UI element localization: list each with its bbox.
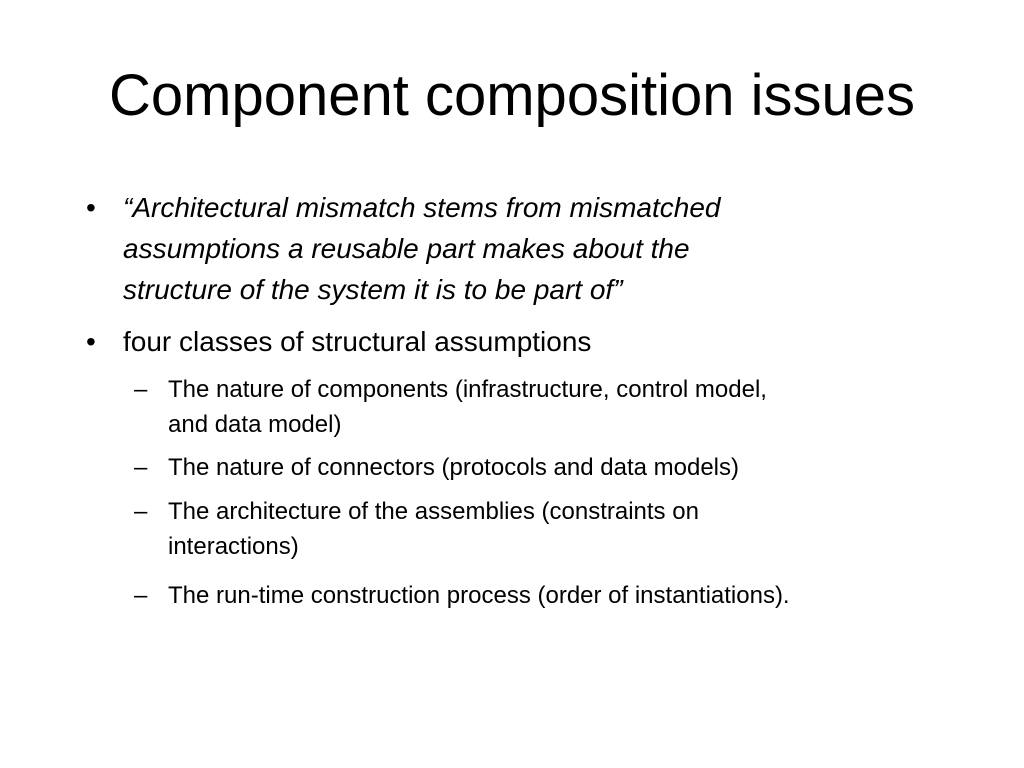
bullet-quote-line-1: “Architectural mismatch stems from mismatched: [123, 192, 721, 223]
bullet-quote-text: [123, 187, 720, 310]
sub-bullet-components-line-1: The nature of components (infrastructure, control model,: [168, 376, 767, 403]
dash-marker: –: [134, 376, 148, 403]
bullet-marker: •: [86, 326, 96, 357]
dash-marker: –: [134, 498, 148, 525]
bullet-marker: •: [86, 192, 96, 223]
sub-bullet-assemblies-line-1: The architecture of the assemblies (constraints on: [168, 498, 699, 525]
dash-marker: –: [134, 582, 148, 609]
bullet-quote-line-2: assumptions a reusable part makes about the: [123, 233, 690, 264]
dash-marker: –: [134, 454, 148, 481]
sub-bullet-runtime-text: [168, 578, 790, 613]
bullet-assumption-classes-text: [123, 321, 591, 362]
bullet-assumption-classes-line-1: four classes of structural assumptions: [123, 326, 592, 357]
sub-bullet-runtime-line-1: The run-time construction process (order of instantiations).: [168, 582, 790, 609]
bullet-quote-line-3: structure of the system it is to be part of”: [123, 274, 623, 305]
sub-bullet-components-text: [168, 372, 767, 442]
sub-bullet-assemblies-line-2: interactions): [168, 533, 299, 560]
sub-bullet-assemblies-text: [168, 494, 699, 564]
slide-title: Component composition issues: [109, 63, 915, 128]
sub-bullet-connectors-text: [168, 450, 739, 485]
sub-bullet-components-line-2: and data model): [168, 411, 342, 438]
sub-bullet-connectors-line-1: The nature of connectors (protocols and data models): [168, 454, 739, 481]
